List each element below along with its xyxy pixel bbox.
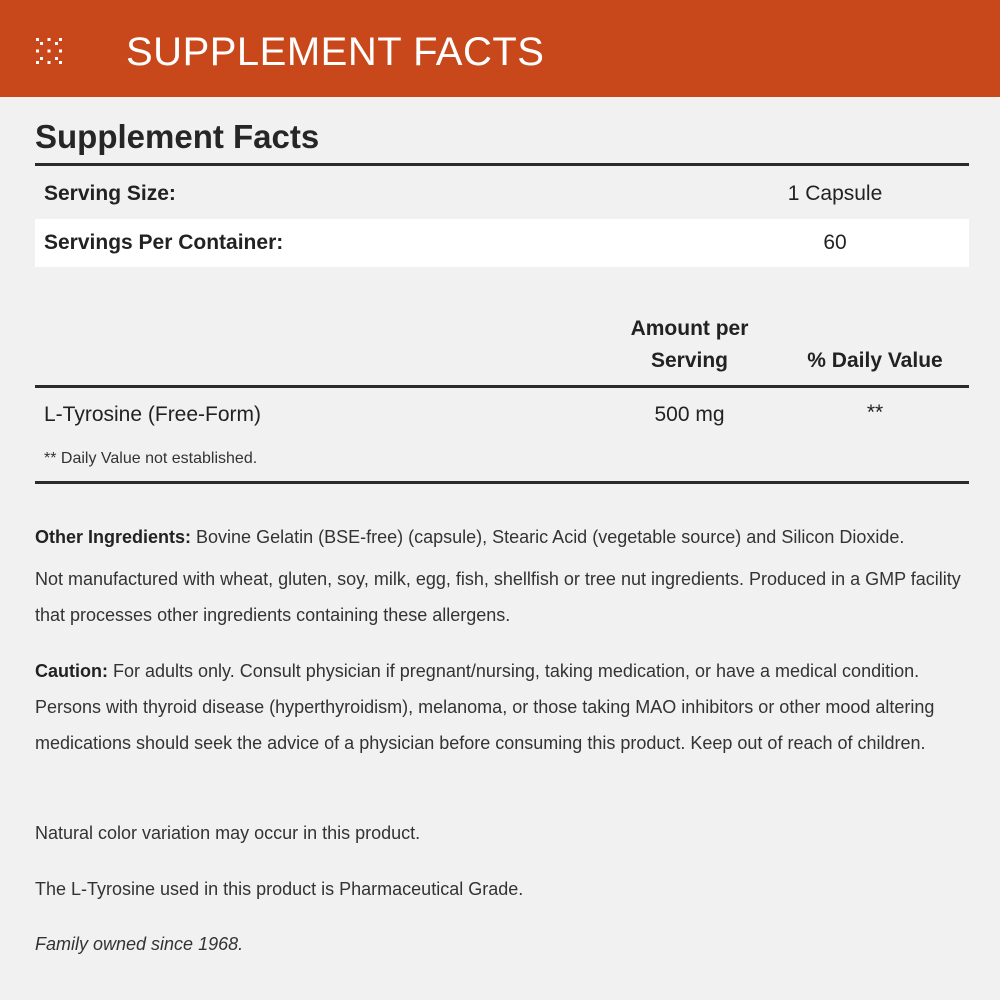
caution-text: For adults only. Consult physician if pregnant/nursing, taking medication, or have a medical condition. Persons with thyroid disease (hyperthyroidism), melanoma, or those taking MAO inhibitors or other mood altering medications should seek the advice of a physician before consuming this product. Keep out of reach of children. [35, 661, 935, 753]
serving-size-label: Serving Size: [44, 182, 176, 205]
serving-size-value: 1 Capsule [787, 182, 883, 205]
ingredient-name: L-Tyrosine (Free-Form) [44, 403, 262, 426]
header-divider [35, 385, 969, 388]
banner-title: SUPPLEMENT FACTS [126, 30, 545, 74]
sparkle-cross-icon [34, 36, 64, 66]
table-bottom-divider [35, 481, 969, 484]
serving-size-row [35, 170, 969, 218]
family-owned-note [35, 926, 975, 962]
servings-per-container-row [35, 219, 969, 267]
title-divider [35, 163, 969, 166]
caution-statement [35, 653, 975, 761]
servings-per-container-label: Servings Per Container: [44, 231, 284, 254]
caution-label: Caution: [35, 661, 108, 681]
daily-value-footnote: ** Daily Value not established. [44, 450, 258, 467]
pharmaceutical-grade-note: The L-Tyrosine used in this product is Pharmaceutical Grade. [35, 879, 524, 899]
other-ingredients [35, 519, 975, 555]
ingredient-daily-value: ** [866, 401, 884, 424]
family-owned-text: Family owned since 1968. [35, 934, 244, 954]
header-daily-value: % Daily Value [807, 349, 943, 372]
header-amount-per-serving: Amount per Serving [630, 317, 749, 372]
facts-title: Supplement Facts [35, 118, 320, 155]
servings-per-container-value: 60 [823, 231, 847, 254]
other-ingredients-label: Other Ingredients: [35, 527, 192, 547]
color-variation-note: Natural color variation may occur in this product. [35, 823, 421, 843]
header-banner [0, 0, 1000, 97]
other-ingredients-text: Bovine Gelatin (BSE-free) (capsule), Stearic Acid (vegetable source) and Silicon Dioxide. [196, 527, 905, 547]
allergen-statement: Not manufactured with wheat, gluten, soy, milk, egg, fish, shellfish or tree nut ingredients. Produced in a GMP facility that processes other ingredients containing these allergens. [35, 569, 961, 625]
ingredient-amount: 500 mg [654, 403, 725, 426]
